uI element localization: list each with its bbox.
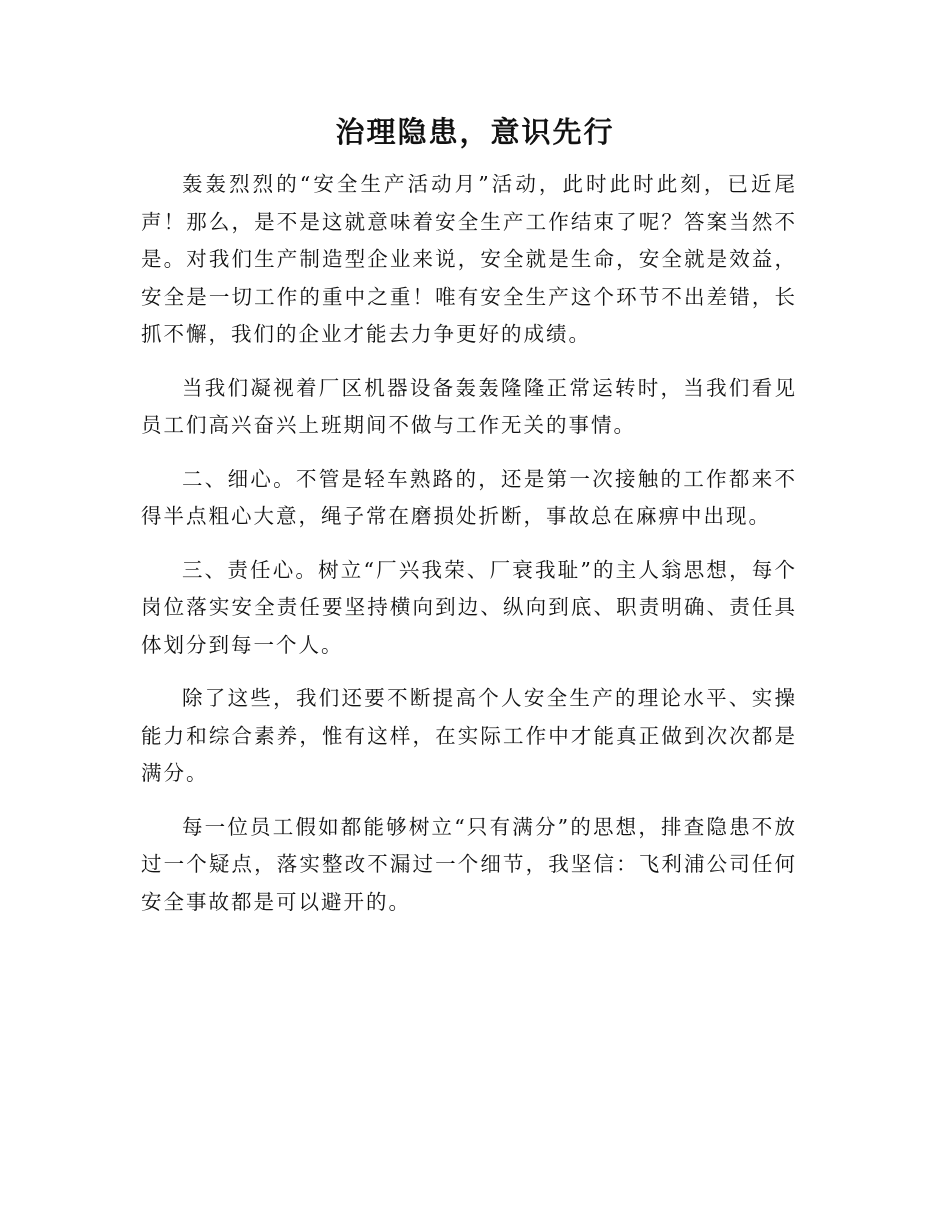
- paragraph-4: 三、责任心。树立“厂兴我荣、厂衰我耻”的主人翁思想，每个岗位落实安全责任要坚持横向到边、纵向到底、职责明确、责任具体划分到每一个人。: [141, 557, 797, 657]
- paragraph-1: 轰轰烈烈的“安全生产活动月”活动，此时此时此刻，已近尾声！那么，是不是这就意味着安全生产工作结束了呢？答案当然不是。对我们生产制造型企业来说，安全就是生命，安全就是效益，安全是一切工作的重中之重！唯有安全生产这个环节不出差错，长抓不懈，我们的企业才能去力争更好的成绩。: [141, 172, 797, 346]
- paragraph-6: 每一位员工假如都能够树立“只有满分”的思想，排查隐患不放过一个疑点，落实整改不漏过一个细节，我坚信：飞利浦公司任何安全事故都是可以避开的。: [141, 814, 797, 914]
- paragraph-2: 当我们凝视着厂区机器设备轰轰隆隆正常运转时，当我们看见员工们高兴奋兴上班期间不做与工作无关的事情。: [141, 375, 797, 437]
- document-title: 治理隐患，意识先行: [335, 115, 615, 149]
- paragraph-3: 二、细心。不管是轻车熟路的，还是第一次接触的工作都来不得半点粗心大意，绳子常在磨损处折断，事故总在麻痹中出现。: [141, 466, 797, 528]
- paragraph-5: 除了这些，我们还要不断提高个人安全生产的理论水平、实操能力和综合素养，惟有这样，在实际工作中才能真正做到次次都是满分。: [141, 686, 797, 785]
- document-body: [141, 166, 797, 937]
